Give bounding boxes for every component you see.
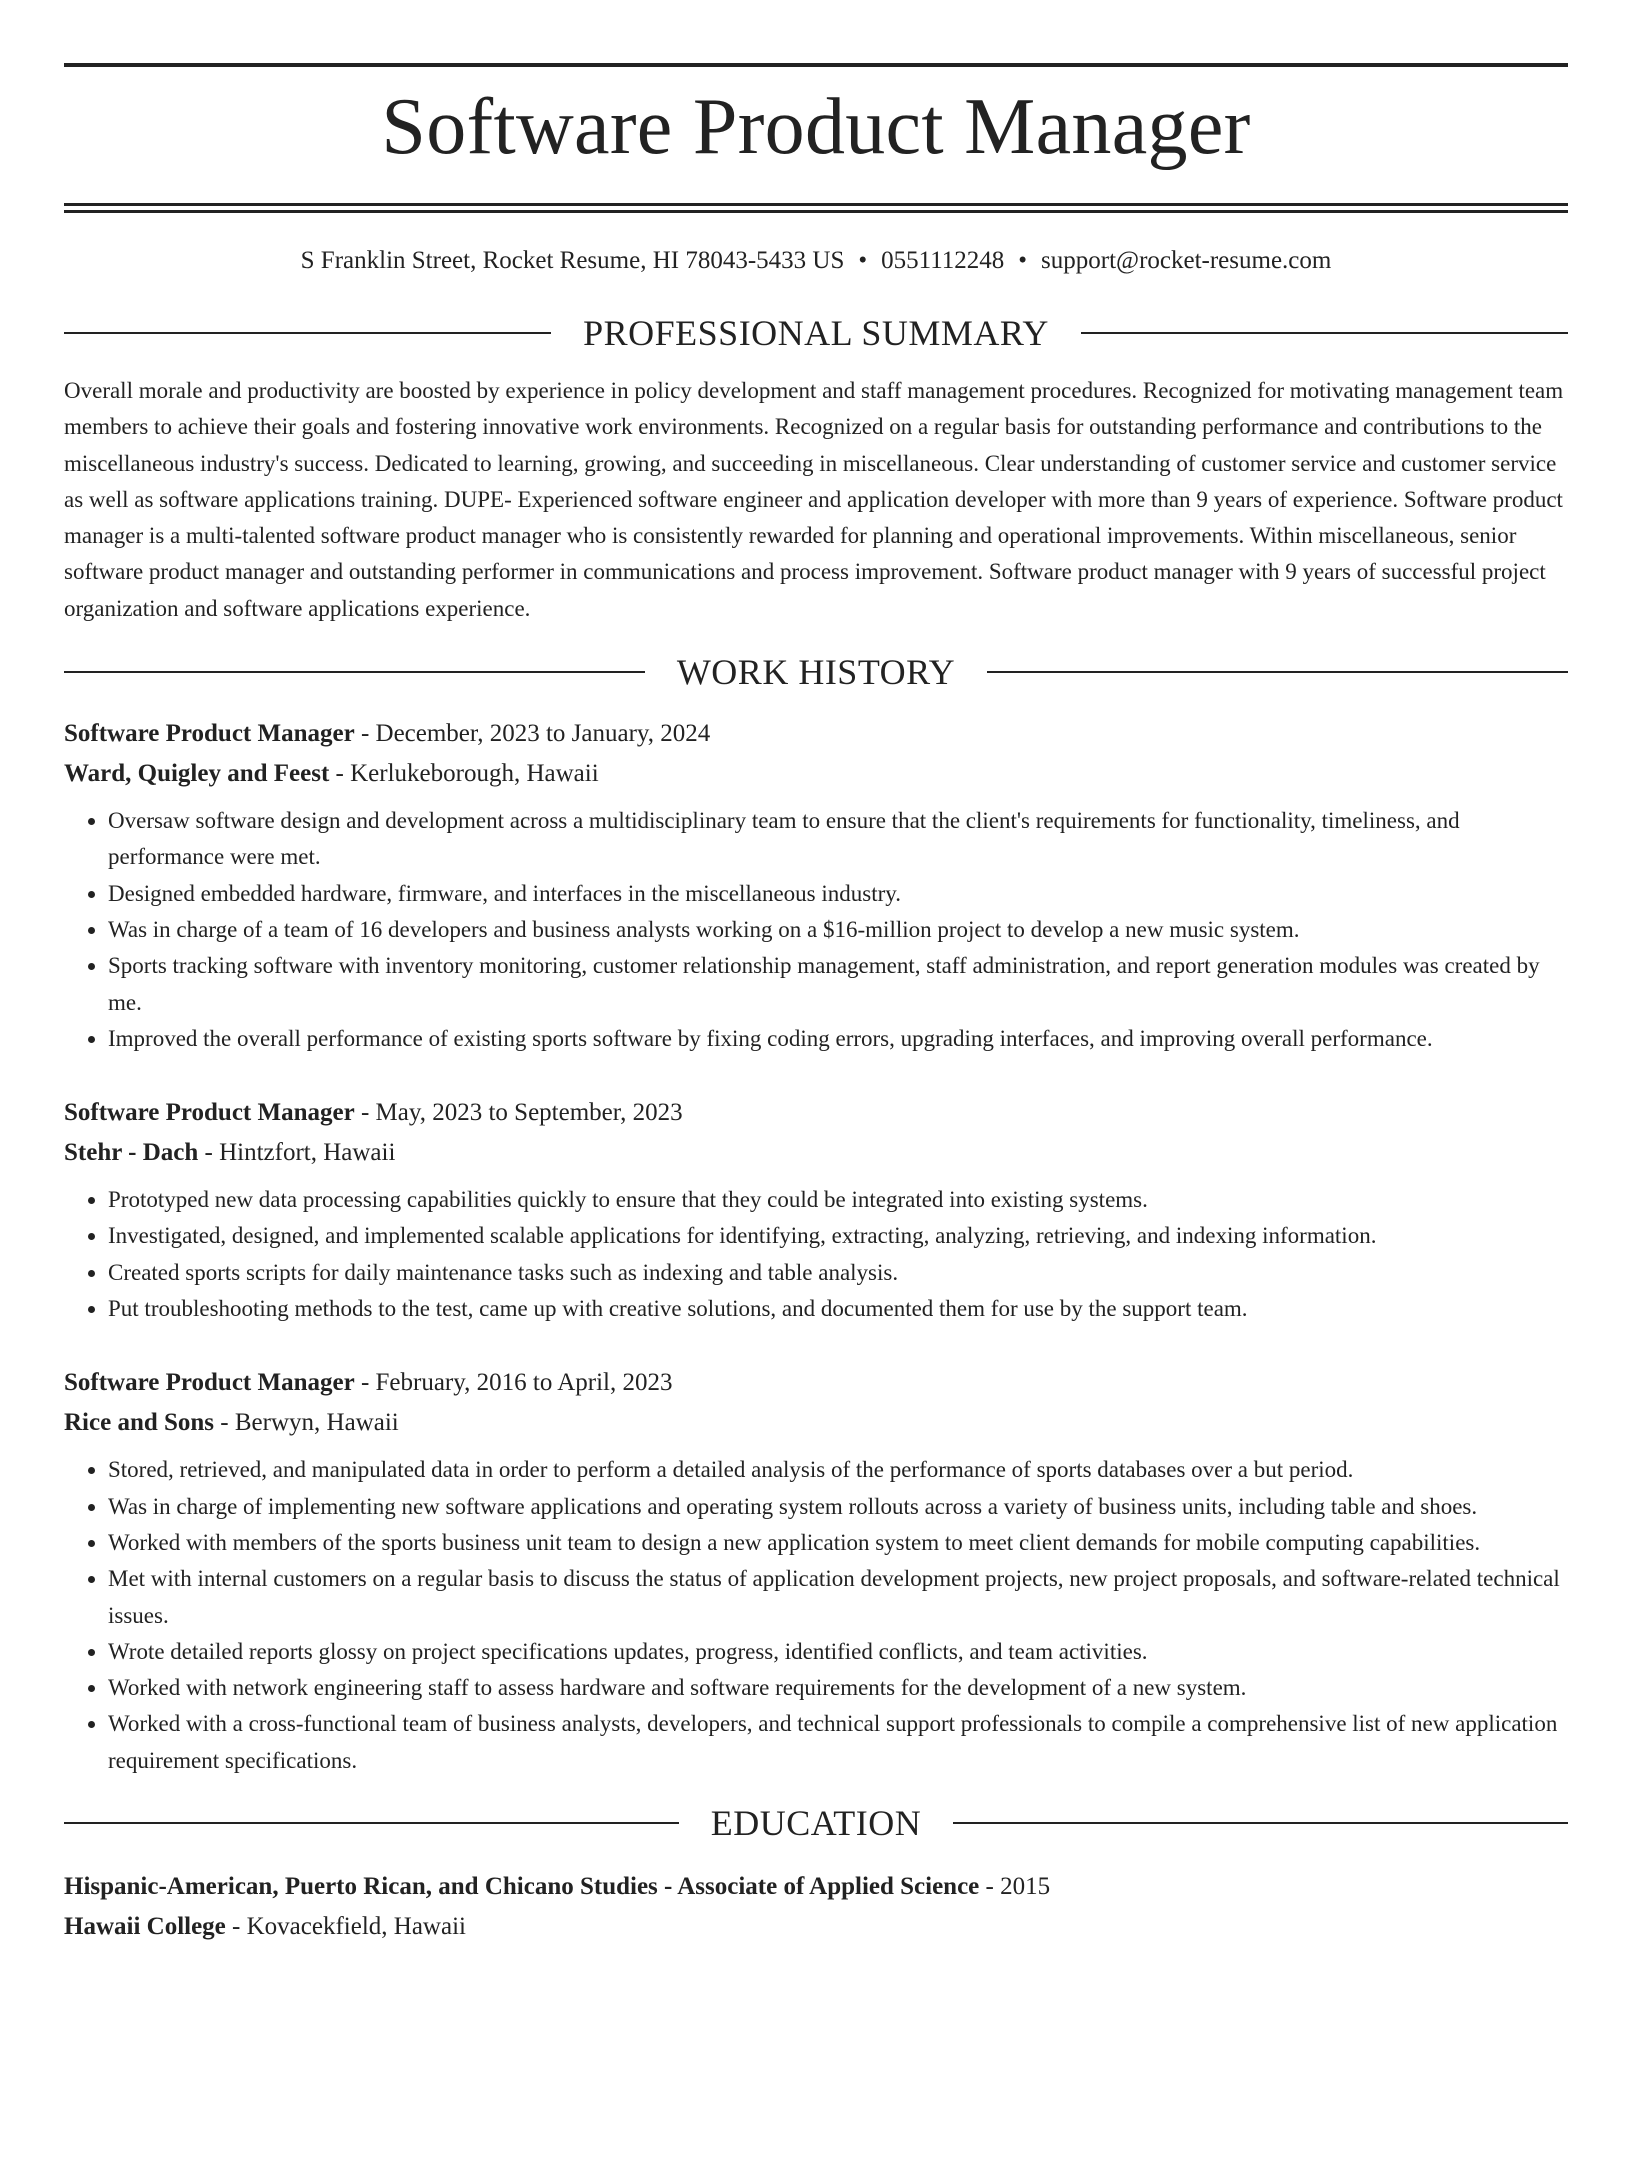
- education-entry: [64, 1867, 1568, 1947]
- job-title-line: [64, 714, 1568, 754]
- job-bullet-list: [64, 1452, 1568, 1779]
- job-dates: - February, 2016 to April, 2023: [354, 1369, 673, 1397]
- job-bullet: • Worked with network engineering staff to assess hardware and software requirements for the development of a new system.: [108, 1670, 1568, 1706]
- job-bullet: • Stored, retrieved, and manipulated data in order to perform a detailed analysis of the performance of sports databases over a but period.: [108, 1452, 1568, 1488]
- education-section-heading: [64, 1801, 1568, 1845]
- resume-page: [0, 63, 1632, 2175]
- job-bullet: • Was in charge of implementing new software applications and operating system rollouts across a variety of business units, including table and shoes.: [108, 1489, 1568, 1525]
- work-heading-label: WORK HISTORY: [676, 652, 956, 693]
- education-degree: Hispanic-American, Puerto Rican, and Chicano Studies - Associate of Applied Science: [64, 1873, 980, 1901]
- job-company-line: [64, 1133, 1568, 1173]
- job-bullet: • Wrote detailed reports glossy on project specifications updates, progress, identified conflicts, and team activities.: [108, 1634, 1568, 1670]
- job-dates: - May, 2023 to September, 2023: [354, 1099, 683, 1127]
- job-company-line: [64, 754, 1568, 794]
- job-bullet: • Prototyped new data processing capabilities quickly to ensure that they could be integrated into existing systems.: [108, 1182, 1568, 1218]
- job-title: Software Product Manager: [64, 720, 355, 748]
- page-title: Software Product Manager: [381, 83, 1251, 171]
- heading-rule-left: [64, 332, 551, 334]
- job-dates: - December, 2023 to January, 2024: [354, 720, 711, 748]
- job-title: Software Product Manager: [64, 1099, 355, 1127]
- job-bullet: • Sports tracking software with inventory monitoring, customer relationship management, staff administration, and report generation modules was created by me.: [108, 948, 1568, 1021]
- job-title-line: [64, 1363, 1568, 1403]
- education-location: - Kovacekfield, Hawaii: [225, 1913, 466, 1941]
- contact-phone: 0551112248: [881, 247, 1005, 274]
- job-title: Software Product Manager: [64, 1369, 355, 1397]
- job-entry: [64, 1363, 1568, 1779]
- job-bullet-list: [64, 1182, 1568, 1327]
- job-entry: [64, 1093, 1568, 1327]
- summary-section-heading: [64, 311, 1568, 355]
- job-bullet: • Put troubleshooting methods to the test, came up with creative solutions, and documented them for use by the support team.: [108, 1291, 1568, 1327]
- contact-separator: •: [858, 247, 868, 274]
- education-school: Hawaii College: [64, 1913, 226, 1941]
- job-entry: [64, 714, 1568, 1057]
- job-bullet: • Worked with a cross-functional team of business analysts, developers, and technical support professionals to compile a comprehensive list of new application requirement specifications.: [108, 1706, 1568, 1779]
- contact-line: [64, 245, 1568, 277]
- heading-rule-left: [64, 1822, 679, 1824]
- job-company: Rice and Sons: [64, 1409, 215, 1437]
- job-bullet: • Created sports scripts for daily maintenance tasks such as indexing and table analysis.: [108, 1255, 1568, 1291]
- heading-rule-right: [953, 1822, 1568, 1824]
- job-bullet-list: [64, 803, 1568, 1057]
- contact-address: S Franklin Street, Rocket Resume, HI 78043-5433 US: [300, 247, 845, 274]
- job-company-line: [64, 1403, 1568, 1443]
- job-company: Ward, Quigley and Feest: [64, 760, 330, 788]
- job-bullet: • Improved the overall performance of existing sports software by fixing coding errors, upgrading interfaces, and improving overall performance.: [108, 1021, 1568, 1057]
- job-bullet: • Oversaw software design and development across a multidisciplinary team to ensure that the client's requirements for functionality, timeliness, and performance were met.: [108, 803, 1568, 876]
- contact-separator: •: [1018, 247, 1028, 274]
- job-bullet: • Designed embedded hardware, firmware, and interfaces in the miscellaneous industry.: [108, 876, 1568, 912]
- summary-text: Overall morale and productivity are boosted by experience in policy development and staff management procedures. Recognized for motivating management team members to achieve their goals and fostering innovative work environments. Recognized on a regular basis for outstanding performance and contributions to the miscellaneous industry's success. Dedicated to learning, growing, and succeeding in miscellaneous. Clear understanding of customer service and customer service as well as software applications training. DUPE- Experienced software engineer and application developer with more than 9 years of experience. Software product manager is a multi-talented software product manager who is consistently rewarded for planning and operational improvements. Within miscellaneous, senior software product manager and outstanding performer in communications and process improvement. Software product manager with 9 years of successful project organization and software applications experience.: [64, 378, 1564, 621]
- education-heading-label: EDUCATION: [710, 1803, 922, 1844]
- job-company: Stehr - Dach: [64, 1139, 199, 1167]
- education-school-line: [64, 1907, 1568, 1947]
- heading-rule-right: [987, 671, 1568, 673]
- job-location: - Berwyn, Hawaii: [214, 1409, 399, 1437]
- heading-rule-right: [1081, 332, 1568, 334]
- education-year: - 2015: [979, 1873, 1051, 1901]
- job-location: - Hintzfort, Hawaii: [198, 1139, 396, 1167]
- top-rule: [64, 63, 1568, 67]
- title-double-rule: [64, 203, 1568, 213]
- heading-rule-left: [64, 671, 645, 673]
- work-section-heading: [64, 650, 1568, 694]
- job-title-line: [64, 1093, 1568, 1133]
- summary-heading-label: PROFESSIONAL SUMMARY: [583, 313, 1049, 353]
- education-degree-line: [64, 1867, 1568, 1907]
- job-bullet: • Met with internal customers on a regular basis to discuss the status of application development projects, new project proposals, and software-related technical issues.: [108, 1561, 1568, 1634]
- job-location: - Kerlukeborough, Hawaii: [329, 760, 599, 788]
- job-bullet: • Investigated, designed, and implemented scalable applications for identifying, extracting, analyzing, retrieving, and indexing information.: [108, 1218, 1568, 1254]
- job-bullet: • Was in charge of a team of 16 developers and business analysts working on a $16-million project to develop a new music system.: [108, 912, 1568, 948]
- job-bullet: • Worked with members of the sports business unit team to design a new application system to meet client demands for mobile computing capabilities.: [108, 1525, 1568, 1561]
- contact-email: support@rocket-resume.com: [1041, 247, 1332, 274]
